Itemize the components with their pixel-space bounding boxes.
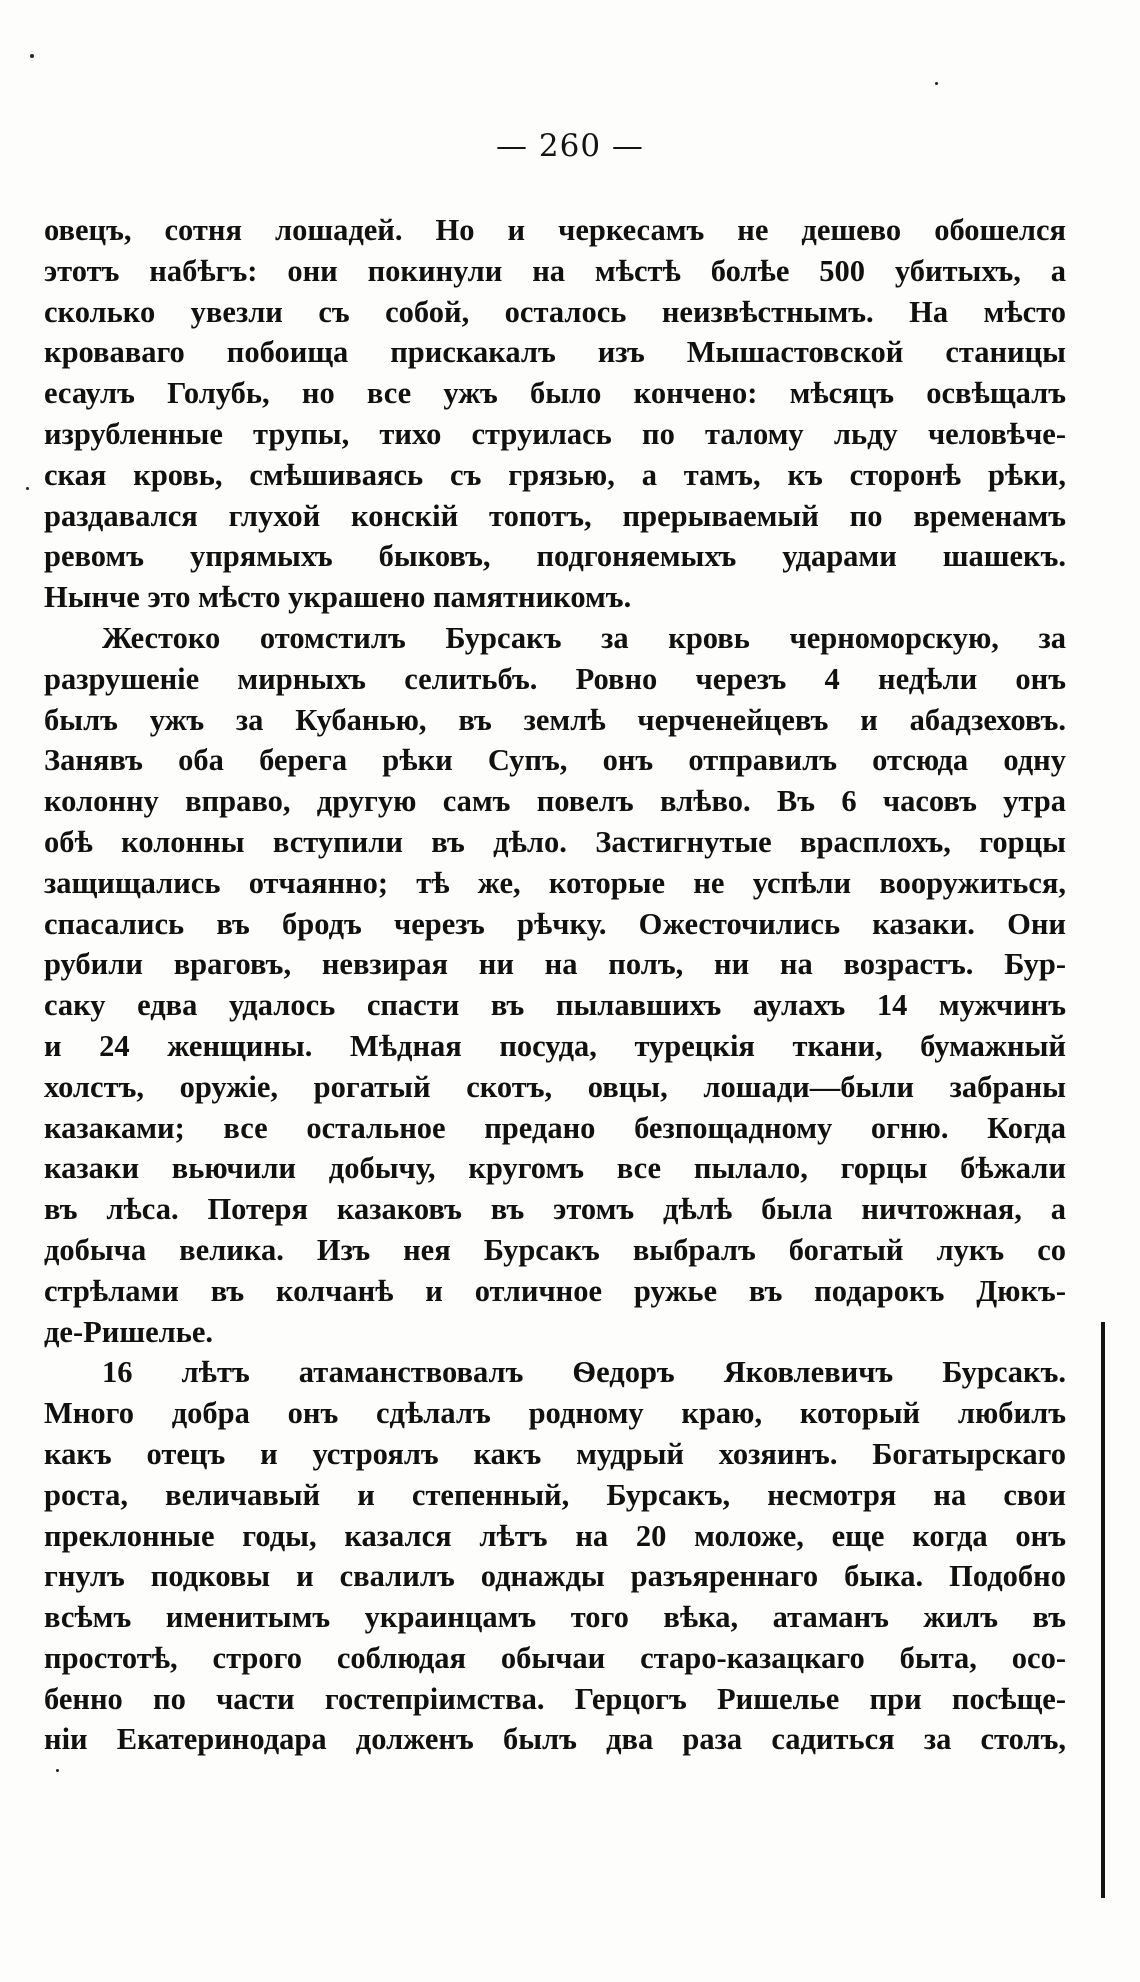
text-line: былъ ужъ за Кубанью, въ землѣ черченейцевъ и абадзеховъ. [44,702,1066,737]
text-line: бенно по части гостепріимства. Герцогъ Ришелье при посѣще- [44,1681,1066,1716]
text-line: ская кровь, смѣшиваясь съ грязью, а тамъ, къ сторонѣ рѣки, [44,457,1066,492]
text-line: Занявъ оба берега рѣки Супъ, онъ отправилъ отсюда одну [44,743,1066,778]
text-line: этотъ набѣгъ: они покинули на мѣстѣ болѣе 500 убитыхъ, а [44,253,1066,288]
text-line: казаками; все остальное предано безпощадному огню. Когда [44,1110,1066,1145]
margin-rule [1101,1322,1105,1898]
text-line: де-Ришелье. [44,1314,214,1349]
text-line: стрѣлами въ колчанѣ и отличное ружье въ подарокъ Дюкъ- [44,1273,1066,1308]
text-line: разрушеніе мирныхъ селитьбъ. Ровно черезъ 4 недѣли онъ [44,661,1066,696]
text-line: и 24 женщины. Мѣдная посуда, турецкія ткани, бумажный [44,1028,1066,1063]
text-line: холстъ, оружіе, рогатый скотъ, овцы, лошади—были забраны [44,1069,1066,1104]
text-line: спасались въ бродъ черезъ рѣчку. Ожесточились казаки. Они [44,906,1066,941]
ink-speck [30,54,34,58]
text-line: изрубленные трупы, тихо струилась по талому льду человѣче- [44,416,1066,451]
text-line: кроваваго побоища прискакалъ изъ Мышастовской станицы [44,335,1066,370]
text-line: колонну вправо, другую самъ повелъ влѣво. Въ 6 часовъ утра [44,784,1066,819]
page-number: — 260 — [496,128,644,164]
text-line: простотѣ, строго соблюдая обычаи старо-казацкаго быта, осо- [44,1640,1066,1675]
text-line: есаулъ Голубь, но все ужъ было кончено: мѣсяцъ освѣщалъ [44,376,1066,411]
text-line: Жестоко отомстилъ Бурсакъ за кровь черноморскую, за [102,620,1066,655]
ink-speck [26,487,29,490]
text-line: Нынче это мѣсто украшено памятникомъ. [44,580,632,615]
text-line: преклонные годы, казался лѣтъ на 20 моложе, еще когда онъ [44,1518,1066,1553]
text-line: рубили враговъ, невзирая ни на полъ, ни на возрастъ. Бур- [44,947,1066,982]
text-line: въ лѣса. Потеря казаковъ въ этомъ дѣлѣ была ничтожная, а [44,1192,1066,1227]
text-line: ревомъ упрямыхъ быковъ, подгоняемыхъ ударами шашекъ. [44,539,1066,574]
text-line: сколько увезли съ собой, осталось неизвѣстнымъ. На мѣсто [44,294,1066,329]
ink-speck [935,82,938,85]
text-line: ніи Екатеринодара долженъ былъ два раза садиться за столъ, [44,1722,1066,1757]
body-text [44,210,1066,1760]
text-line: обѣ колонны вступили въ дѣло. Застигнутые врасплохъ, горцы [44,824,1066,859]
text-line: гнулъ подковы и свалилъ однажды разъяреннаго быка. Подобно [44,1559,1066,1594]
text-line: какъ отецъ и устроялъ какъ мудрый хозяинъ. Богатырскаго [44,1436,1066,1471]
text-line: добыча велика. Изъ нея Бурсакъ выбралъ богатый лукъ со [44,1232,1066,1267]
text-line: защищались отчаянно; тѣ же, которые не успѣли вооружиться, [44,865,1066,900]
text-line: роста, величавый и степенный, Бурсакъ, несмотря на свои [44,1477,1066,1512]
text-line: раздавался глухой конскій топотъ, прерываемый по временамъ [44,498,1066,533]
text-line: всѣмъ именитымъ украинцамъ того вѣка, атаманъ жилъ въ [44,1600,1066,1635]
text-line: 16 лѣтъ атаманствовалъ Ѳедоръ Яковлевичъ Бурсакъ. [102,1355,1066,1390]
text-line: Много добра онъ сдѣлалъ родному краю, который любилъ [44,1396,1066,1431]
text-line: овецъ, сотня лошадей. Но и черкесамъ не дешево обошелся [44,213,1066,247]
ink-speck [56,1769,59,1772]
text-line: саку едва удалось спасти въ пылавшихъ аулахъ 14 мужчинъ [44,988,1066,1023]
text-line: казаки вьючили добычу, кругомъ все пылало, горцы бѣжали [44,1151,1066,1186]
